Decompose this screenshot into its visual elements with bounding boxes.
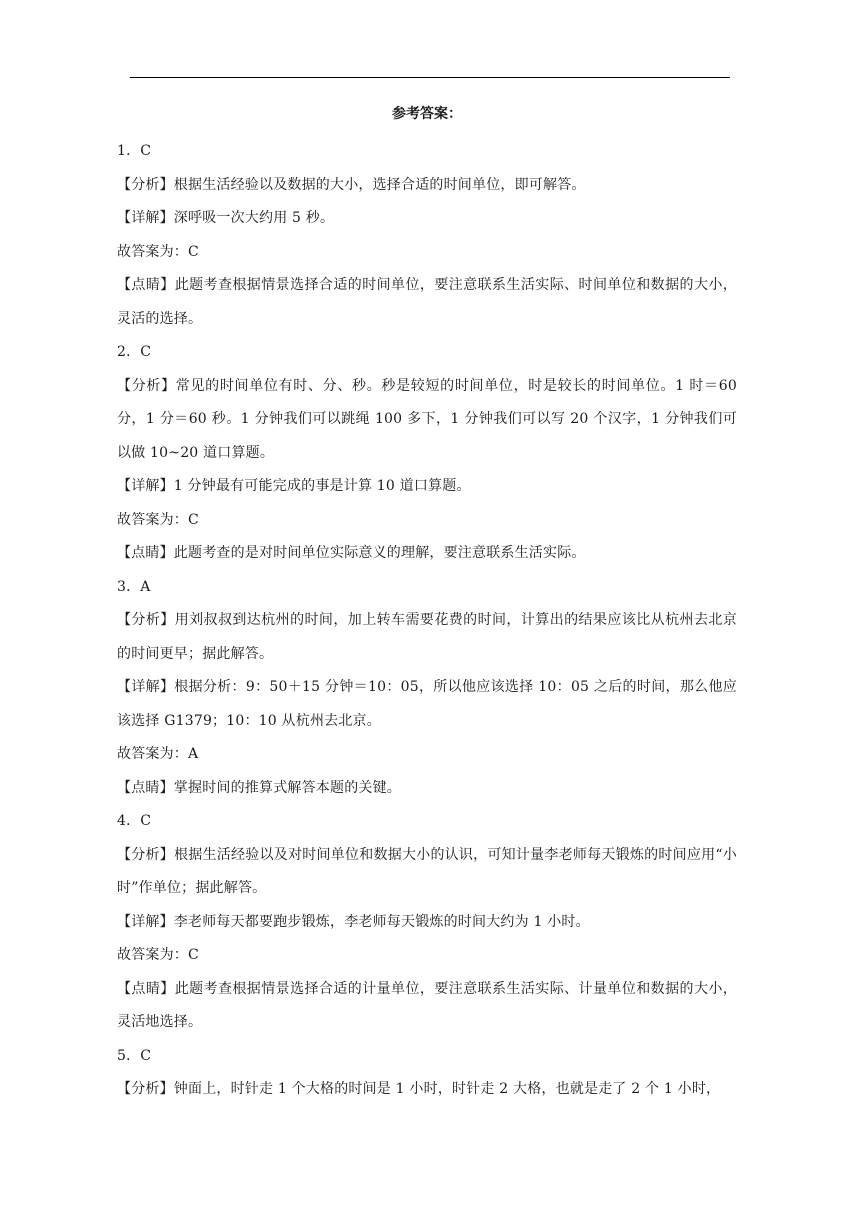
paragraph: 故答案为：C bbox=[117, 947, 199, 963]
paragraph: 故答案为：C bbox=[117, 243, 199, 260]
paragraph: 5．C bbox=[117, 1047, 152, 1064]
paragraph: 1．C bbox=[117, 143, 152, 159]
paragraph: 2．C bbox=[117, 344, 152, 360]
paragraph: 【点睛】此题考查根据情景选择合适的时间单位，要注意联系生活实际、时间单位和数据的大小，灵活的选择。 bbox=[117, 277, 737, 327]
paragraph: 故答案为：A bbox=[117, 746, 199, 762]
paragraph: 【分析】根据生活经验以及数据的大小，选择合适的时间单位，即可解答。 bbox=[117, 176, 586, 193]
paragraph: 【分析】钟面上，时针走 1 个大格的时间是 1 小时，时针走 2 大格，也就是走了 2 个 1 小时， bbox=[117, 1081, 721, 1097]
paragraph: 【点睛】此题考查的是对时间单位实际意义的理解，要注意联系生活实际。 bbox=[117, 545, 586, 561]
paragraph: 【详解】根据分析：9：50＋15 分钟＝10：05，所以他应该选择 10：05 之后的时间，那么他应该选择 G1379；10：10 从杭州去北京。 bbox=[117, 679, 737, 729]
header-rule bbox=[130, 77, 730, 78]
paragraph: 【点睛】此题考查根据情景选择合适的计量单位，要注意联系生活实际、计量单位和数据的大小，灵活地选择。 bbox=[117, 980, 737, 1030]
paragraph: 【分析】根据生活经验以及对时间单位和数据大小的认识，可知计量李老师每天锻炼的时间应用“小时”作单位；据此解答。 bbox=[117, 846, 737, 896]
paragraph: 【点睛】掌握时间的推算式解答本题的关键。 bbox=[117, 779, 401, 796]
paragraph: 故答案为：C bbox=[117, 511, 199, 528]
paragraph: 【分析】常见的时间单位有时、分、秒。秒是较短的时间单位，时是较长的时间单位。1 时＝60 分，1 分＝60 秒。1 分钟我们可以跳绳 100 多下，1 分钟我们可以写 20 个汉字，1 分钟我们可以做 10~20 道口算题。 bbox=[117, 377, 737, 461]
paragraph: 4．C bbox=[117, 813, 152, 829]
paragraph: 【分析】用刘叔叔到达杭州的时间，加上转车需要花费的时间，计算出的结果应该比从杭州去北京的时间更早；据此解答。 bbox=[117, 612, 737, 662]
paragraph: 3．A bbox=[117, 578, 151, 595]
paragraph: 【详解】深呼吸一次大约用 5 秒。 bbox=[117, 210, 335, 226]
paragraph: 【详解】1 分钟最有可能完成的事是计算 10 道口算题。 bbox=[117, 478, 471, 494]
page-title: 参考答案： bbox=[392, 106, 462, 122]
answer-document bbox=[117, 102, 737, 1107]
paragraph: 【详解】李老师每天都要跑步锻炼，李老师每天锻炼的时间大约为 1 小时。 bbox=[117, 913, 590, 930]
